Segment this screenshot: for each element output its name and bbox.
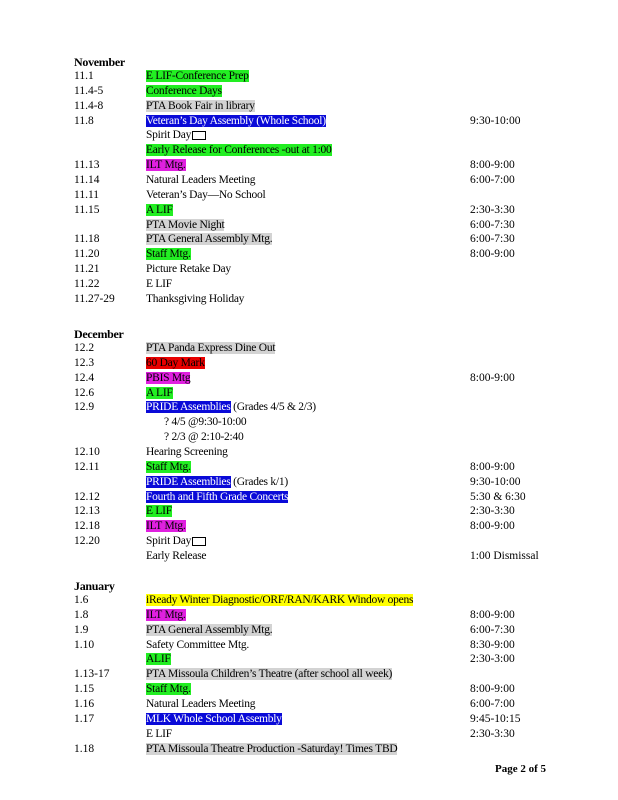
calendar-row: [0, 232, 618, 247]
event-name: [145, 623, 273, 637]
calendar-row: [0, 697, 618, 712]
event-date: 11.18: [74, 233, 100, 246]
event-date: 12.11: [74, 460, 100, 473]
calendar-row: [0, 173, 618, 188]
event-label: PTA Panda Express Dine Out: [146, 342, 276, 354]
event-label: ILT Mtg.: [146, 608, 186, 621]
event-date: 11.21: [74, 263, 100, 276]
event-label: PTA Missoula Theatre Production -Saturday! Times TBD: [146, 742, 398, 755]
calendar-row: [0, 415, 618, 430]
event-name: [145, 460, 192, 474]
event-name: [145, 534, 207, 548]
event-name: [145, 445, 229, 459]
event-date: 1.16: [74, 697, 95, 710]
event-date: 1.17: [74, 712, 95, 725]
calendar-row: [0, 727, 618, 742]
event-label: Spirit Day: [146, 129, 192, 142]
calendar-row: [0, 371, 618, 386]
event-date: 12.20: [74, 535, 100, 548]
event-label: E LIF: [146, 727, 172, 740]
event-time: 2:30-3:30: [470, 505, 515, 518]
event-name: [145, 173, 256, 187]
event-time: 2:30-3:30: [470, 203, 515, 216]
event-name: [145, 490, 289, 504]
event-name: [145, 203, 174, 217]
calendar-row: [0, 742, 618, 757]
event-label: ? 2/3 @ 2:10-2:40: [164, 431, 244, 444]
calendar-row: [0, 356, 618, 371]
month-heading-november: November: [74, 55, 125, 69]
event-name: [145, 608, 187, 622]
event-time: 8:00-9:00: [470, 608, 515, 621]
event-time: 9:30-10:00: [470, 114, 521, 127]
event-name: [145, 593, 414, 607]
event-label: MLK Whole School Assembly: [146, 712, 282, 725]
event-label: Conference Days: [146, 84, 222, 97]
calendar-row: [0, 504, 618, 519]
event-name: [145, 667, 393, 681]
calendar-row: [0, 158, 618, 173]
event-label: Veteran’s Day—No School: [146, 188, 266, 201]
event-time: 8:30-9:00: [470, 638, 515, 651]
event-date: 12.10: [74, 445, 100, 458]
event-suffix: (Grades k/1): [230, 475, 288, 488]
event-label: Staff Mtg.: [146, 248, 191, 261]
event-date: 11.20: [74, 248, 100, 261]
event-name: [145, 114, 327, 128]
event-time: 6:00-7:30: [470, 623, 515, 636]
event-date: 11.11: [74, 188, 100, 201]
event-time: 6:00-7:30: [470, 218, 515, 231]
calendar-row: [0, 69, 618, 84]
event-name: [145, 475, 289, 489]
calendar-row: [0, 549, 618, 564]
event-label: Staff Mtg.: [146, 460, 191, 473]
event-date: 11.4-5: [74, 84, 104, 97]
event-name: [145, 232, 273, 246]
event-name: [145, 727, 173, 741]
event-time: 2:30-3:00: [470, 653, 515, 666]
calendar-row: [0, 519, 618, 534]
event-date: 11.8: [74, 114, 94, 127]
event-date: 1.13-17: [74, 668, 110, 681]
event-date: 11.15: [74, 203, 100, 216]
event-name: [145, 262, 232, 276]
event-name: [145, 682, 192, 696]
event-name: [145, 292, 245, 306]
event-name: [163, 415, 247, 429]
event-date: 1.18: [74, 742, 95, 755]
event-name: [145, 712, 283, 726]
event-time: 8:00-9:00: [470, 460, 515, 473]
event-label: Safety Committee Mtg.: [146, 638, 250, 651]
event-label: Early Release for Conferences -out at 1:00: [146, 144, 332, 157]
event-label: PTA Movie Night: [146, 218, 225, 231]
event-label: PTA General Assembly Mtg.: [146, 233, 273, 246]
event-date: 11.13: [74, 159, 100, 172]
event-time: 6:00-7:00: [470, 697, 515, 710]
event-name: [145, 371, 191, 385]
event-date: 11.22: [74, 277, 100, 290]
calendar-row: [0, 128, 618, 143]
event-time: 8:00-9:00: [470, 520, 515, 533]
event-label: PBIS Mtg: [146, 371, 191, 384]
event-date: 12.12: [74, 490, 100, 503]
event-label: iReady Winter Diagnostic/ORF/RAN/KARK Window opens: [146, 594, 414, 606]
calendar-row: [0, 623, 618, 638]
event-time: 9:30-10:00: [470, 475, 521, 488]
event-date: 11.27-29: [74, 292, 115, 305]
event-date: 1.9: [74, 623, 89, 636]
event-label: E LIF-Conference Prep: [146, 70, 249, 82]
page-footer: [495, 763, 546, 775]
event-label: Thanksgiving Holiday: [146, 292, 245, 305]
event-date: 12.13: [74, 505, 100, 518]
event-time: 8:00-9:00: [470, 159, 515, 172]
calendar-row: [0, 534, 618, 549]
event-date: 11.14: [74, 173, 100, 186]
calendar-row: [0, 262, 618, 277]
calendar-row: [0, 638, 618, 653]
event-label: ILT Mtg.: [146, 159, 186, 172]
calendar-row: [0, 490, 618, 505]
event-date: 1.6: [74, 594, 89, 606]
event-time: 1:00 Dismissal: [470, 549, 539, 562]
calendar-row: [0, 188, 618, 203]
event-label: Spirit Day: [146, 535, 192, 548]
event-name: [163, 430, 244, 444]
event-label: A LIF: [146, 203, 173, 216]
event-date: 12.4: [74, 371, 95, 384]
event-date: 12.6: [74, 386, 95, 399]
event-name: [145, 652, 172, 666]
event-name: [145, 697, 256, 711]
event-date: 1.10: [74, 638, 95, 651]
event-time: 9:45-10:15: [470, 712, 521, 725]
event-label: Natural Leaders Meeting: [146, 697, 256, 710]
event-name: [145, 638, 250, 652]
event-label: Early Release: [146, 549, 207, 562]
calendar-row: [0, 475, 618, 490]
event-label: PTA General Assembly Mtg.: [146, 623, 273, 636]
event-label: Fourth and Fifth Grade Concerts: [146, 490, 289, 503]
event-time: 6:00-7:00: [470, 173, 515, 186]
calendar-row: [0, 608, 618, 623]
event-name: [145, 143, 333, 157]
event-name: [145, 69, 250, 83]
event-label: PRIDE Assemblies: [146, 475, 231, 488]
event-label: PTA Missoula Children’s Theatre (after school all week): [146, 668, 393, 681]
month-heading-january: January: [74, 579, 115, 593]
event-label: Hearing Screening: [146, 445, 228, 458]
event-name: [145, 356, 206, 370]
calendar-row: [0, 114, 618, 129]
calendar-row: [0, 203, 618, 218]
month-heading-december: December: [74, 327, 124, 341]
footer-of-label: of: [528, 763, 538, 775]
calendar-row: [0, 84, 618, 99]
checkbox-icon: [192, 537, 206, 546]
calendar-row: [0, 400, 618, 415]
calendar-row: [0, 247, 618, 262]
calendar-row: [0, 682, 618, 697]
event-time: 6:00-7:30: [470, 233, 515, 246]
calendar-row: [0, 593, 618, 608]
event-date: 1.8: [74, 608, 89, 621]
event-date: 11.1: [74, 70, 94, 82]
event-label: Staff Mtg.: [146, 683, 191, 696]
event-label: E LIF: [146, 505, 172, 518]
event-label: Natural Leaders Meeting: [146, 173, 256, 186]
event-time: 8:00-9:00: [470, 371, 515, 384]
calendar-row: [0, 712, 618, 727]
event-time: 5:30 & 6:30: [470, 490, 526, 503]
calendar-row: [0, 341, 618, 356]
footer-page-label: Page: [495, 763, 518, 775]
event-name: [145, 386, 174, 400]
event-suffix: (Grades 4/5 & 2/3): [230, 401, 316, 414]
calendar-row: [0, 143, 618, 158]
event-label: ALIF: [146, 653, 171, 666]
calendar-row: [0, 99, 618, 114]
event-name: [145, 504, 173, 518]
event-name: [145, 128, 207, 142]
event-label: 60 Day Mark: [146, 356, 205, 369]
event-name: [145, 341, 276, 355]
calendar-row: [0, 386, 618, 401]
event-name: [145, 247, 192, 261]
event-name: [145, 99, 256, 113]
event-date: 12.18: [74, 520, 100, 533]
event-name: [145, 549, 207, 563]
calendar-row: [0, 652, 618, 667]
event-name: [145, 519, 187, 533]
footer-page-number: 2: [520, 763, 526, 775]
calendar-row: [0, 667, 618, 682]
event-label: PRIDE Assemblies: [146, 401, 231, 414]
event-name: [145, 742, 398, 756]
event-date: 12.3: [74, 356, 95, 369]
event-label: Veteran’s Day Assembly (Whole School): [146, 114, 326, 127]
calendar-row: [0, 292, 618, 307]
calendar-row: [0, 218, 618, 233]
event-name: [145, 158, 187, 172]
calendar-row: [0, 445, 618, 460]
event-label: E LIF: [146, 277, 172, 290]
event-date: 12.9: [74, 401, 95, 414]
event-time: 8:00-9:00: [470, 248, 515, 261]
calendar-row: [0, 277, 618, 292]
event-name: [145, 277, 173, 291]
event-time: 2:30-3:30: [470, 727, 515, 740]
event-date: 11.4-8: [74, 99, 104, 112]
event-name: [145, 218, 225, 232]
event-label: ILT Mtg.: [146, 520, 186, 533]
checkbox-icon: [192, 131, 206, 140]
footer-page-total: 5: [540, 763, 547, 775]
event-label: ? 4/5 @9:30-10:00: [164, 416, 247, 429]
calendar-row: [0, 430, 618, 445]
event-date: 12.2: [74, 342, 95, 354]
event-time: 8:00-9:00: [470, 683, 515, 696]
event-name: [145, 400, 317, 414]
event-label: A LIF: [146, 386, 173, 399]
event-date: 1.15: [74, 683, 95, 696]
calendar-row: [0, 460, 618, 475]
event-label: PTA Book Fair in library: [146, 99, 255, 112]
event-label: Picture Retake Day: [146, 263, 231, 276]
event-name: [145, 188, 266, 202]
event-name: [145, 84, 223, 98]
